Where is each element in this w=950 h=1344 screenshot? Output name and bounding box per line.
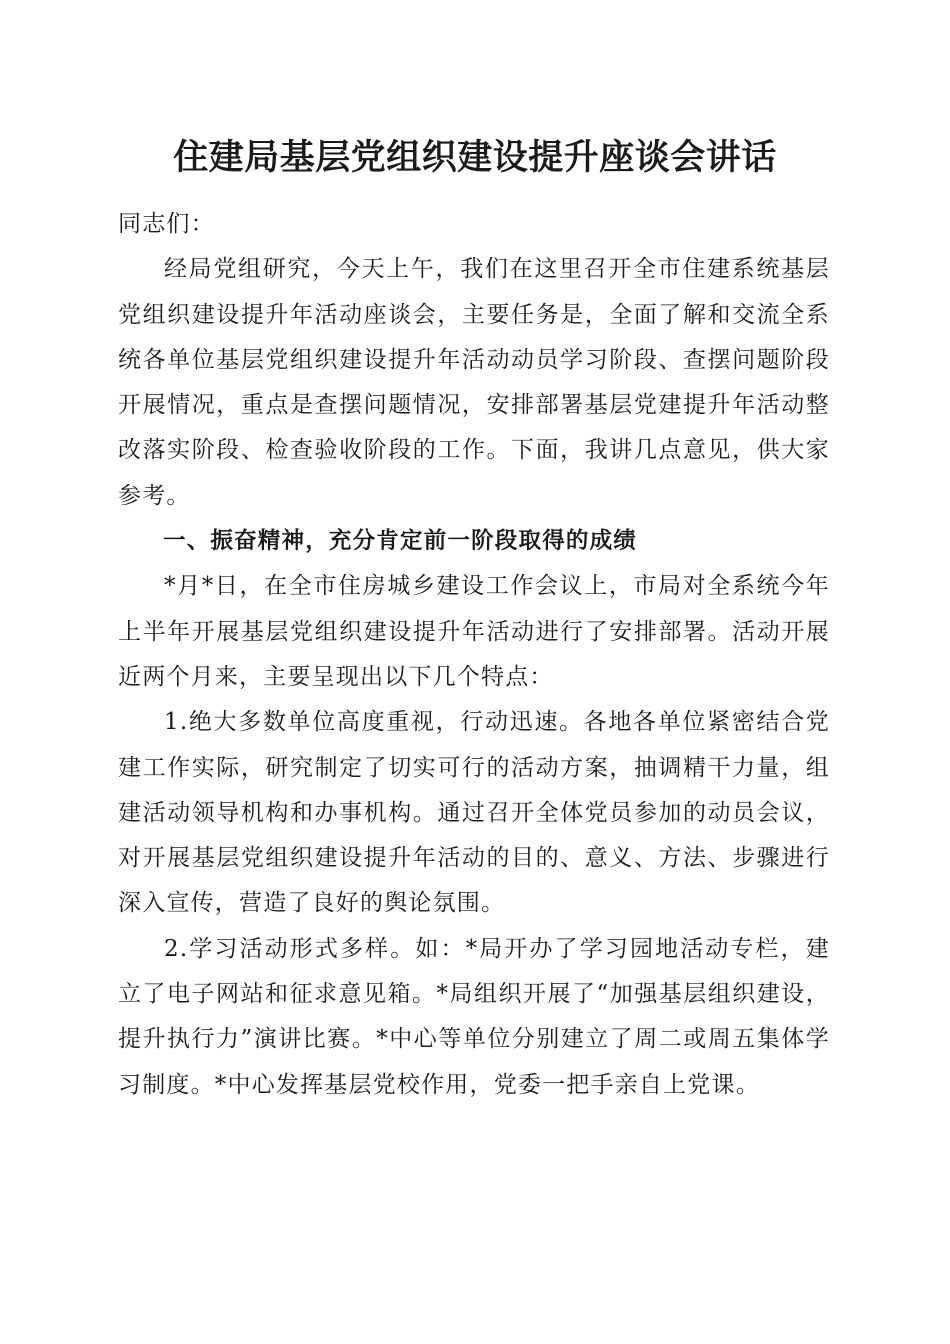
point-1-paragraph: 1.绝大多数单位高度重视，行动迅速。各地各单位紧密结合党建工作实际，研究制定了切实可行的活动方案，抽调精干力量，组建活动领导机构和办事机构。通过召开全体党员参加的动员会议，对开展基层党组织建设提升年活动的目的、意义、方法、步骤进行深入宣传，营造了良好的舆论氛围。 [118, 709, 830, 917]
document-title: 住建局基层党组织建设提升座谈会讲话 [173, 137, 777, 178]
document-body [118, 202, 830, 1108]
salutation: 同志们： [118, 211, 215, 237]
point-2-paragraph: 2.学习活动形式多样。如：*局开办了学习园地活动专栏，建立了电子网站和征求意见箱。*局组织开展了“加强基层组织建设，提升执行力”演讲比赛。*中心等单位分别建立了周二或周五集体学习制度。*中心发挥基层党校作用，党委一把手亲自上党课。 [118, 935, 830, 1098]
section-heading-1: 一、振奋精神，充分肯定前一阶段取得的成绩 [163, 528, 638, 555]
intro-paragraph: 经局党组研究，今天上午，我们在这里召开全市住建系统基层党组织建设提升年活动座谈会，主要任务是，全面了解和交流全系统各单位基层党组织建设提升年活动动员学习阶段、查摆问题阶段开展情况，重点是查摆问题情况，安排部署基层党建提升年活动整改落实阶段、检查验收阶段的工作。下面，我讲几点意见，供大家参考。 [118, 256, 830, 509]
section-paragraph: *月*日，在全市住房城乡建设工作会议上，市局对全系统今年上半年开展基层党组织建设提升年活动进行了安排部署。活动开展近两个月来，主要呈现出以下几个特点： [118, 573, 830, 690]
